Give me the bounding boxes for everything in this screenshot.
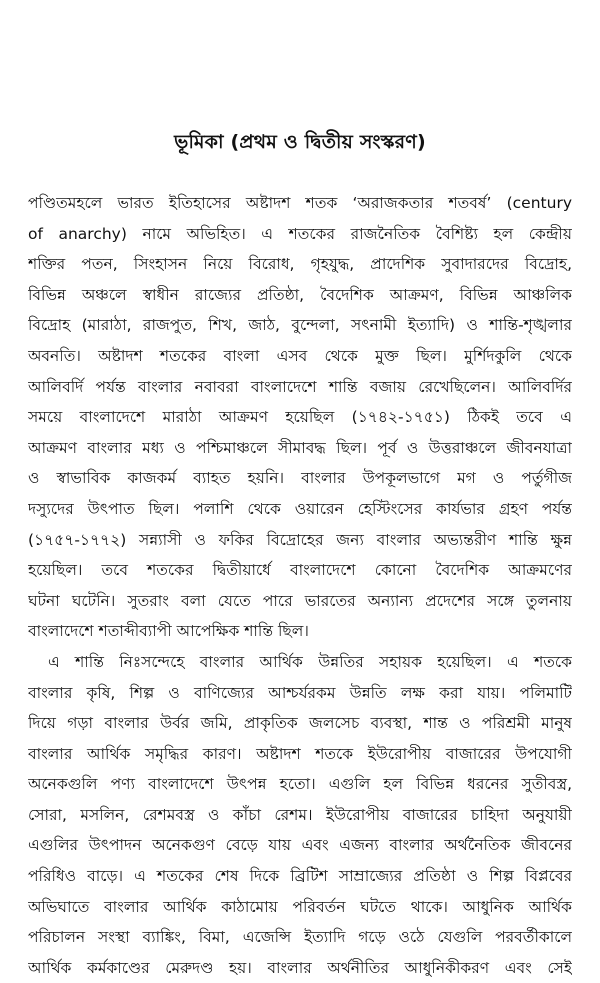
text-line: বিদ্রোহ (মারাঠা, রাজপুত, শিখ, জাঠ, বুন্দেলা, সৎনামী ইত্যাদি) ও শান্তি-শৃঙ্খলার [28, 316, 572, 335]
page-heading: ভূমিকা (প্রথম ও দ্বিতীয় সংস্করণ) [174, 131, 426, 153]
text-line: ও স্বাভাবিক কাজকর্ম ব্যাহত হয়নি। বাংলার উপকূলভাগে মগ ও পর্তুগীজ [28, 469, 572, 488]
text-line: আলিবর্দি পর্যন্ত বাংলার নবাবরা বাংলাদেশে শান্তি বজায় রেখেছিলেন। আলিবর্দির [28, 377, 572, 396]
paragraph-2 [28, 647, 572, 983]
text-line: শক্তির পতন, সিংহাসন নিয়ে বিরোধ, গৃহযুদ্ধ, প্রাদেশিক সুবাদারদের বিদ্রোহ, [28, 255, 572, 274]
text-line: পরিধিও বাড়ে। এ শতকের শেষ দিকে ব্রিটিশ সাম্রাজ্যের প্রতিষ্ঠা ও শিল্প বিপ্লবের [28, 867, 572, 886]
text-line: বাংলাদেশে শতাব্দীব্যাপী আপেক্ষিক শান্তি ছিল। [28, 622, 309, 641]
text-line: অনেকগুলি পণ্য বাংলাদেশে উৎপন্ন হতো। এগুলি হল বিভিন্ন ধরনের সুতীবস্ত্র, [28, 775, 572, 794]
text-line: পরিচালন সংস্থা ব্যাঙ্কিং, বিমা, এজেন্সি ইত্যাদি গড়ে ওঠে যেগুলি পরবর্তীকালে [28, 928, 572, 947]
text-line: পণ্ডিতমহলে ভারত ইতিহাসের অষ্টাদশ শতক ‘অরাজকতার শতবর্ষ’ (century [28, 194, 572, 212]
text-line: (১৭৫৭-১৭৭২) সন্ন্যাসী ও ফকির বিদ্রোহের জন্য বাংলার অভ্যন্তরীণ শান্তি ক্ষুন্ন [28, 530, 572, 549]
text-line: সময়ে বাংলাদেশে মারাঠা আক্রমণ হয়েছিল (১৭৪২-১৭৫১) ঠিকই তবে এ [28, 408, 572, 427]
text-line: বাংলার আর্থিক সমৃদ্ধির কারণ। অষ্টাদশ শতকে ইউরোপীয় বাজারের উপযোগী [28, 744, 572, 763]
text-line: দিয়ে গড়া বাংলার উর্বর জমি, প্রাকৃতিক জলসেচ ব্যবস্থা, শান্ত ও পরিশ্রমী মানুষ [28, 714, 572, 733]
paragraph-1 [28, 188, 572, 647]
text-line: আক্রমণ বাংলার মধ্য ও পশ্চিমাঞ্চলে সীমাবদ্ধ ছিল। পূর্ব ও উত্তরাঞ্চলে জীবনযাত্রা [28, 438, 572, 457]
text-line: এ শান্তি নিঃসন্দেহে বাংলার আর্থিক উন্নতির সহায়ক হয়েছিল। এ শতকে [48, 652, 572, 671]
text-line: দস্যুদের উৎপাত ছিল। পলাশি থেকে ওয়ারেন হেস্টিংসের কার্যভার গ্রহণ পর্যন্ত [28, 499, 572, 518]
text-line: ঘটনা ঘটেনি। সুতরাং বলা যেতে পারে ভারতের অন্যান্য প্রদেশের সঙ্গে তুলনায় [28, 591, 572, 610]
text-line: সোরা, মসলিন, রেশমবস্ত্র ও কাঁচা রেশম। ইউরোপীয় বাজারের চাহিদা অনুযায়ী [28, 805, 572, 824]
text-line: বিভিন্ন অঞ্চলে স্বাধীন রাজ্যের প্রতিষ্ঠা, বৈদেশিক আক্রমণ, বিভিন্ন আঞ্চলিক [28, 285, 572, 304]
text-line: of anarchy) নামে অভিহিত। এ শতকের রাজনৈতিক বৈশিষ্ট্য হল কেন্দ্রীয় [28, 224, 572, 243]
text-line: বাংলার কৃষি, শিল্প ও বাণিজ্যের আশ্চর্যরকম উন্নতি লক্ষ করা যায়। পলিমাটি [28, 683, 572, 702]
text-line: এগুলির উৎপাদন অনেকগুণ বেড়ে যায় এবং এজন্য বাংলার অর্থনৈতিক জীবনের [28, 836, 572, 855]
text-line: অভিঘাতে বাংলার আর্থিক কাঠামোয় পরিবর্তন ঘটতে থাকে। আধুনিক আর্থিক [28, 897, 572, 916]
body-text [28, 188, 572, 983]
text-line: অবনতি। অষ্টাদশ শতকের বাংলা এসব থেকে মুক্ত ছিল। মুর্শিদকুলি থেকে [28, 346, 572, 365]
text-line: হয়েছিল। তবে শতকের দ্বিতীয়ার্ধে বাংলাদেশে কোনো বৈদেশিক আক্রমণের [28, 561, 572, 580]
text-line: আর্থিক কর্মকাণ্ডের মেরুদণ্ড হয়। বাংলার অর্থনীতির আধুনিকীকরণ এবং সেই [28, 958, 572, 977]
